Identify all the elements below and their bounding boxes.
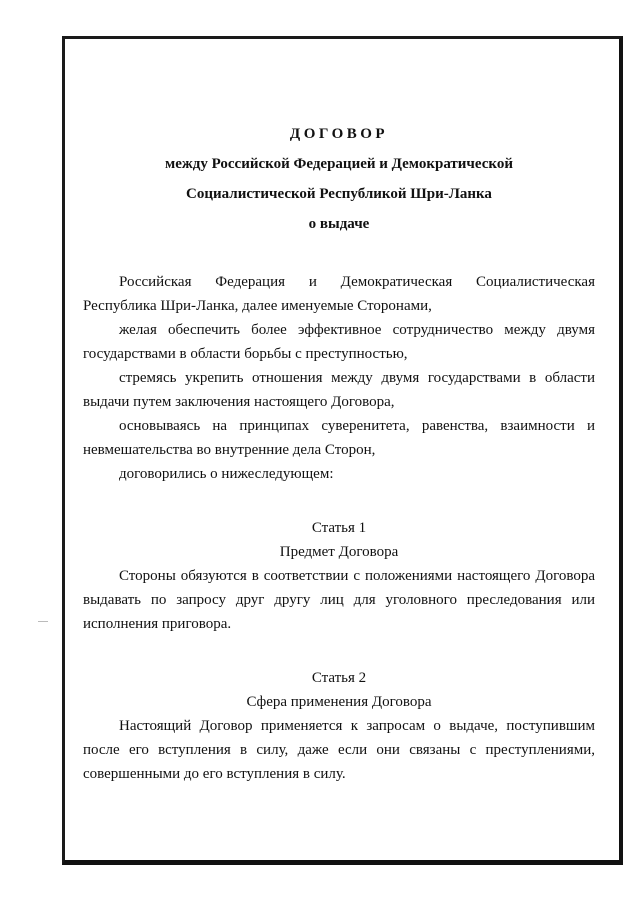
margin-mark xyxy=(38,621,48,622)
preamble-paragraph-4: основываясь на принципах суверенитета, равенства, взаимности и невмешательства во внутренние дела Сторон, xyxy=(83,418,595,458)
document-subtitle-line-3: о выдаче xyxy=(308,216,370,232)
article-2-text: Настоящий Договор применяется к запросам о выдаче, поступившим после его вступления в силу, даже если они связаны с преступлениями, совершенными до его вступления в силу. xyxy=(83,718,595,782)
article-1-text: Стороны обязуются в соответствии с положениями настоящего Договора выдавать по запросу друг другу лиц для уголовного преследования или исполнения приговора. xyxy=(83,568,595,632)
document-subtitle-line-2: Социалистической Республикой Шри-Ланка xyxy=(186,186,492,202)
preamble-paragraph-5: договорились о нижеследующем: xyxy=(119,466,334,482)
document-title: ДОГОВОР xyxy=(289,126,389,142)
document-subtitle-line-1: между Российской Федерацией и Демократической xyxy=(165,156,513,172)
preamble-paragraph-1a: Российская Федерация и Демократическая Социалистическая xyxy=(119,274,595,290)
article-1-number: Статья 1 xyxy=(311,520,367,536)
document-content xyxy=(83,122,595,786)
article-1 xyxy=(83,516,595,636)
article-2-number: Статья 2 xyxy=(311,670,367,686)
preamble-paragraph-2: желая обеспечить более эффективное сотрудничество между двумя государствами в области борьбы с преступностью, xyxy=(83,322,595,362)
article-1-title: Предмет Договора xyxy=(279,544,399,560)
preamble-paragraph-1b: Республика Шри-Ланка, далее именуемые Сторонами, xyxy=(83,298,432,314)
document-title-block xyxy=(83,122,595,236)
preamble-paragraph-3: стремясь укрепить отношения между двумя государствами в области выдачи путем заключения настоящего Договора, xyxy=(83,370,595,410)
article-2-title: Сфера применения Договора xyxy=(246,694,432,710)
article-2 xyxy=(83,666,595,786)
preamble xyxy=(83,270,595,486)
